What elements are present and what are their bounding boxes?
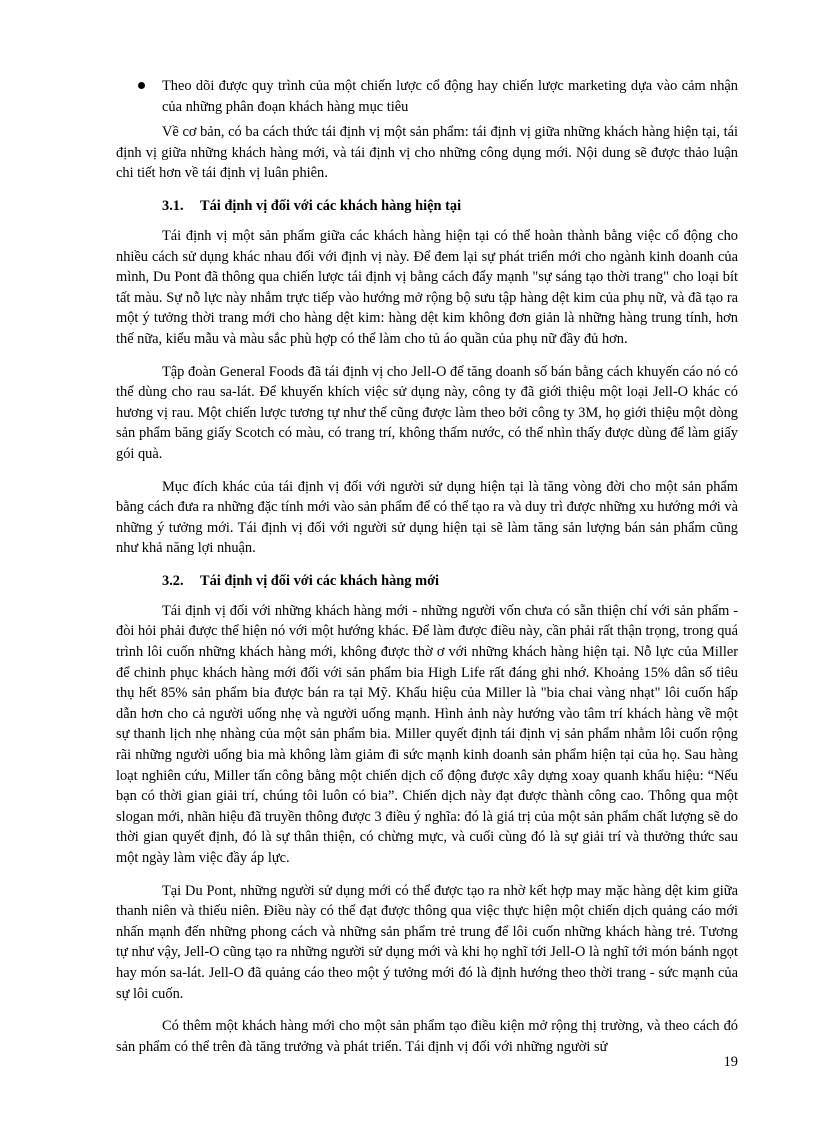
bullet-dot-icon: [138, 82, 145, 89]
paragraph: Tập đoàn General Foods đã tái định vị cho Jell-O để tăng doanh số bán bằng cách khuyến cáo nó có thể dùng cho rau sa-lát. Để khuyến khích việc sử dụng này, công ty đã giới thiệu một loại Jell-O khác có hương vị rau. Một chiến lược tương tự như thế cũng được làm theo bởi công ty 3M, họ giới thiệu một dòng sản phẩm băng giấy Scotch có màu, có trang trí, không thấm nước, có thể nhìn thấy được dùng để làm giấy gói quà.: [116, 363, 738, 462]
section-heading-3-1: [116, 196, 738, 216]
section-title: Tái định vị đối với các khách hàng hiện tại: [200, 197, 462, 214]
paragraph: Tái định vị đối với những khách hàng mới - những người vốn chưa có sẵn thiện chí với sản phẩm - đòi hỏi phải được thể hiện nó với một hướng khác. Để làm được điều này, cần phải rất thận trọng, trong quá trình lôi cuốn những khách hàng mới, không được thờ ơ với những khách hàng hiện tại. Nỗ lực của Miller để chinh phục khách hàng mới đối với sản phẩm bia High Life rất đáng ghi nhớ. Khoảng 15% dân số tiêu thụ hết 85% sản phẩm bia được bán ra tại Mỹ. Khẩu hiệu của Miller là "bia chai vàng nhạt" lôi cuốn hấp dẫn hơn cho cả người uống nhẹ và người uống mạnh. Hình ảnh này hướng vào tâm trí khách hàng về một sự thanh lịch nhẹ nhàng của một sản phẩm bia. Miller quyết định tái định vị sản phẩm nhằm lôi cuốn rộng rãi những người uống bia mà không làm giảm đi sức mạnh kinh doanh sản phẩm hiện tại của họ. Sau hàng loạt nghiên cứu, Miller tấn công bằng một chiến dịch cổ động được xây dựng xoay quanh khẩu hiệu: “Nếu bạn có thời gian giải trí, chúng tôi luôn có bia”. Chiến dịch này đạt được thành công cao. Thông qua một slogan mới, nhãn hiệu đã truyền thông được 3 điều ý nghĩa: đó là giá trị của một sản phẩm chất lượng sẽ do thời gian quyết định, đó là sự thân thiện, có chừng mực, và cuối cùng đó là sự giải trí và thưởng thức sau một ngày làm việc đầy áp lực.: [116, 602, 738, 866]
bullet-item: [116, 76, 738, 117]
bullet-text: Theo dõi được quy trình của một chiến lược cổ động hay chiến lược marketing dựa vào cảm nhận của những phân đoạn khách hàng mục tiêu: [162, 78, 738, 115]
paragraph: Mục đích khác của tái định vị đối với người sử dụng hiện tại là tăng vòng đời cho một sản phẩm bằng cách đưa ra những đặc tính mới vào sản phẩm để có thể tạo ra và duy trì được những xu hướng mới và những ý tưởng mới. Tái định vị đối với người sử dụng hiện tại sẽ làm tăng sản lượng bán sản phẩm cũng như khả năng lợi nhuận.: [116, 478, 738, 557]
section-number: 3.1.: [162, 197, 184, 214]
section-title: Tái định vị đối với các khách hàng mới: [200, 572, 440, 589]
paragraph: Tái định vị một sản phẩm giữa các khách hàng hiện tại có thể hoàn thành bằng việc cổ động cho nhiều cách sử dụng khác nhau đối với định vị này. Để đem lại sự phát triển mới cho ngành kinh doanh của mình, Du Pont đã thông qua chiến lược tái định vị bằng cách đẩy mạnh "sự sáng tạo thời trang" cho loại bít tất màu. Sự nỗ lực này nhắm trực tiếp vào hướng mở rộng bộ sưu tập hàng dệt kim của phụ nữ, và đã tạo ra một ý tưởng thời trang mới cho hàng dệt kim: hàng dệt kim không đơn giản là những hàng trung tính, hơn thế nữa, kiểu mẫu và màu sắc phù hợp có thể làm cho tủ áo quần của phụ nữ đầy đủ hơn.: [116, 227, 738, 347]
paragraph: Tại Du Pont, những người sử dụng mới có thể được tạo ra nhờ kết hợp may mặc hàng dệt kim giữa thanh niên và thiếu niên. Điều này có thể đạt được thông qua việc thực hiện một chiến dịch quảng cáo mới nhấn mạnh đến những phong cách và những sản phẩm trẻ trung để lôi cuốn những khách hàng trẻ. Tương tự như vậy, Jell-O cũng tạo ra những người sử dụng mới và khi họ nghĩ tới Jell-O là nghĩ tới món bánh ngọt hay món sa-lát. Jell-O đã quảng cáo theo một ý tưởng mới đó là định hướng theo thời trang - sức mạnh của sự lôi cuốn.: [116, 882, 738, 1002]
page-number: 19: [723, 1054, 738, 1070]
page-content: [116, 76, 738, 1069]
paragraph: Có thêm một khách hàng mới cho một sản phẩm tạo điều kiện mở rộng thị trường, và theo cách đó sản phẩm có thể trên đà tăng trưởng và phát triển. Tái định vị đối với những người sử: [116, 1018, 738, 1055]
section-number: 3.2.: [162, 572, 184, 589]
intro-paragraph: Về cơ bản, có ba cách thức tái định vị một sản phẩm: tái định vị giữa những khách hàng hiện tại, tái định vị giữa những khách hàng mới, và tái định vị cho những công dụng mới. Nội dung sẽ được thảo luận chi tiết hơn về tái định vị luân phiên.: [116, 124, 738, 182]
section-heading-3-2: [116, 571, 738, 591]
